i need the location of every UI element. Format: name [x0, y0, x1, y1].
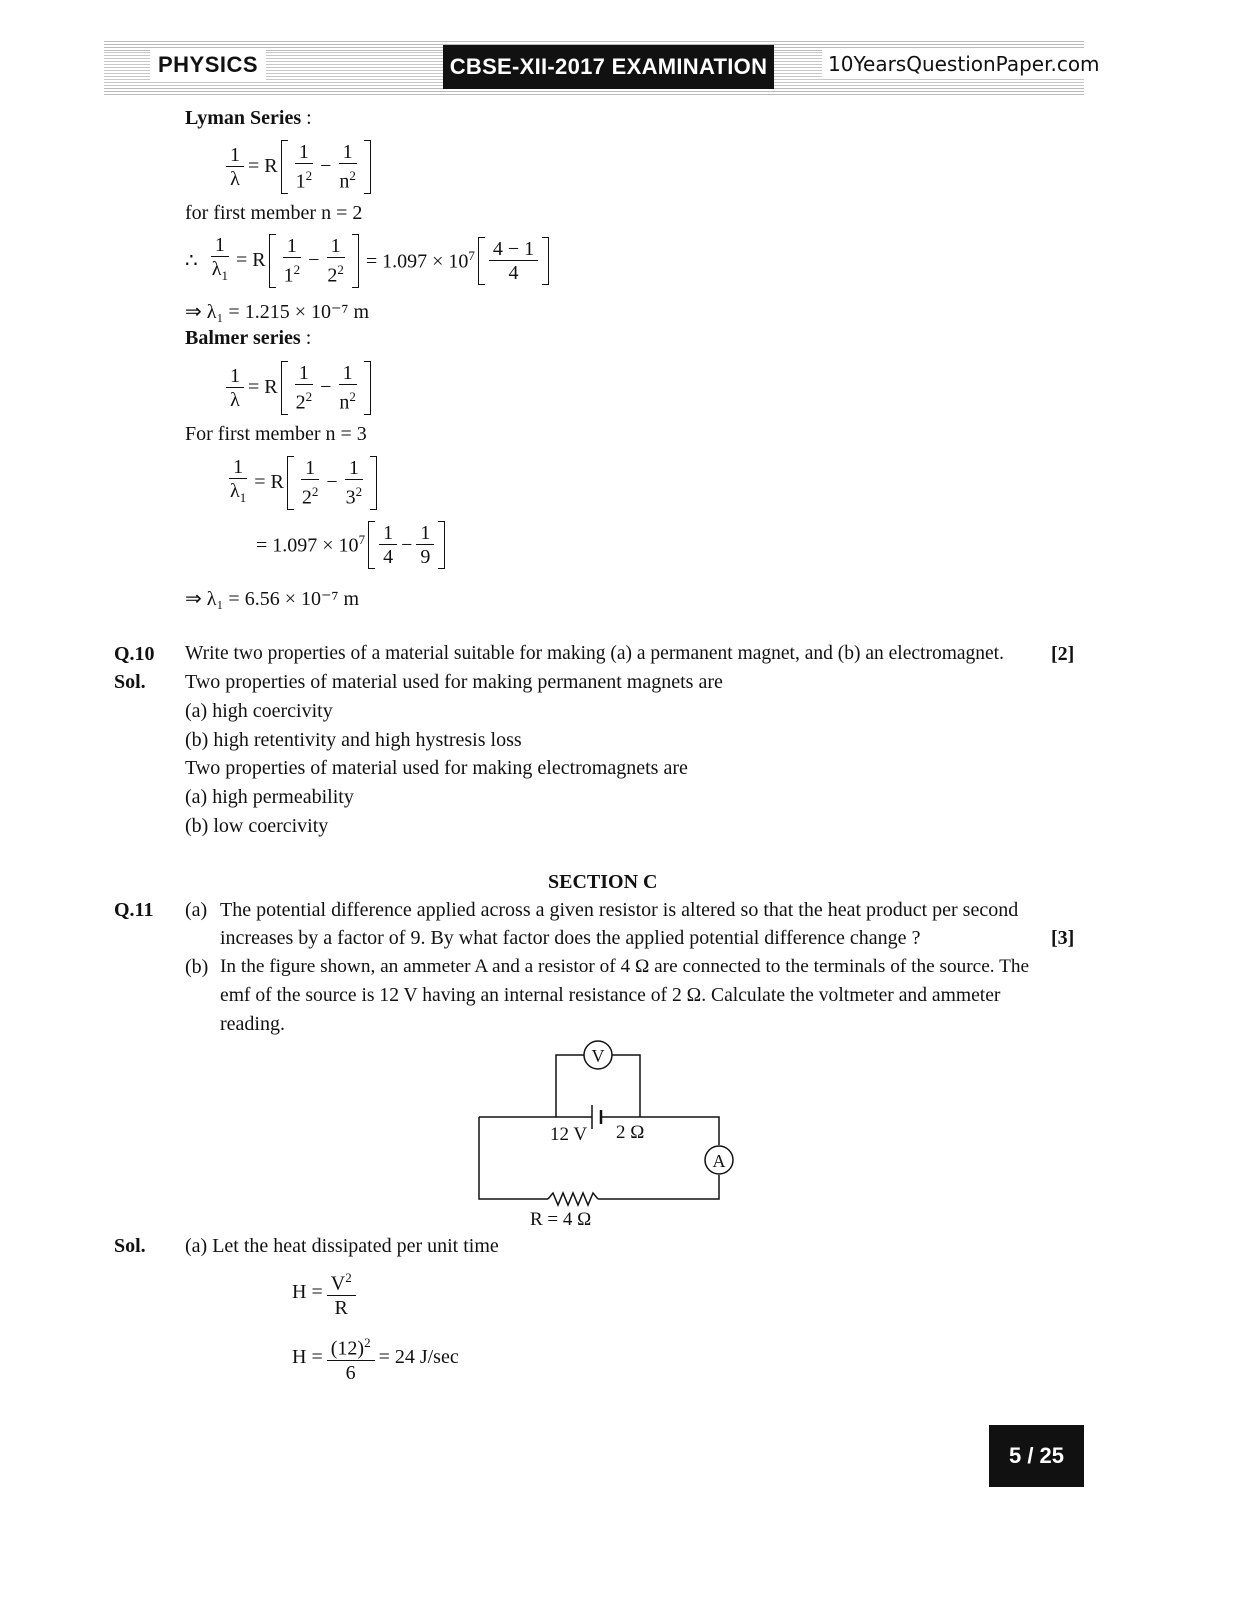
heat-value: = 24 J/sec — [378, 1346, 459, 1369]
voltmeter-wire-right — [612, 1055, 640, 1117]
balmer-heading: Balmer series : — [185, 327, 312, 349]
resistor-zigzag — [548, 1193, 598, 1205]
balmer-calculation-2: = $1.097 \times 10^7$ $\frac{1}{4}$ − $\frac{1}{9}$ — [256, 521, 448, 569]
q11-sol-intro: (a) Let the heat dissipated per unit time — [185, 1235, 499, 1257]
header-exam-title: CBSE-XII-2017 EXAMINATION — [443, 45, 774, 89]
q11-marks: [3] — [1051, 927, 1075, 949]
q11-part-b-label: (b) — [185, 956, 209, 978]
q11-part-a-label: (a) — [185, 899, 208, 921]
q11-part-a-line1: The potential difference applied across a given resistor is altered so that the heat product per second — [220, 899, 1019, 921]
q10-marks: [2] — [1051, 643, 1075, 665]
main-wire-left — [479, 1117, 548, 1199]
header-subject: PHYSICS — [150, 50, 266, 80]
balmer-formula: $\frac{1}{\lambda}$ = R $\frac{1}{2^2}$ − $\frac{1}{n^2}$ — [222, 361, 374, 415]
circuit-diagram — [470, 1035, 750, 1235]
q11-part-b-line3: reading. — [220, 1013, 285, 1035]
lyman-formula: $\frac{1}{\lambda}$ = R $\frac{1}{1^2}$ − $\frac{1}{n^2}$ — [222, 140, 374, 194]
section-heading: SECTION C — [548, 871, 658, 893]
internal-resistance-label: 2 Ω — [616, 1122, 645, 1143]
heat-formula: H = $\frac{V^2}{R}$ — [292, 1268, 360, 1318]
q10-number: Q.10 — [114, 643, 155, 665]
q10-sol-label: Sol. — [114, 671, 146, 693]
header-site: 10YearsQuestionPaper.com — [822, 50, 1106, 78]
q10-sol-line: (b) low coercivity — [185, 815, 329, 837]
emf-label: 12 V — [550, 1124, 588, 1145]
q11-sol-label: Sol. — [114, 1235, 146, 1257]
balmer-result: ⇒ λ₁ = 6.56 × 10⁻⁷ m — [185, 588, 360, 610]
q10-question: Write two properties of a material suitable for making (a) a permanent magnet, and (b) an electromagnet. — [185, 643, 1004, 664]
q10-sol-line: Two properties of material used for making electromagnets are — [185, 757, 688, 779]
balmer-first-member: For first member n = 3 — [185, 423, 367, 445]
voltmeter-label: V — [591, 1046, 605, 1066]
q11-part-b-line2: emf of the source is 12 V having an internal resistance of 2 Ω. Calculate the voltmeter and ammeter — [220, 985, 1001, 1006]
q10-sol-line: (a) high permeability — [185, 786, 354, 808]
lyman-calculation: ∴ $\frac{1}{\lambda_1}$ = R $\frac{1}{1^2}$ − $\frac{1}{2^2}$ = $1.097 \times 10^7$ $\frac{4 - 1}{4}$ — [185, 234, 552, 288]
voltmeter-wire-left — [556, 1055, 584, 1117]
lyman-result: ⇒ λ₁ = 1.215 × 10⁻⁷ m — [185, 301, 370, 323]
lyman-heading: Lyman Series : — [185, 107, 312, 129]
q11-part-a-line2: increases by a factor of 9. By what factor does the applied potential difference change ? — [220, 927, 921, 949]
q10-sol-line: Two properties of material used for making permanent magnets are — [185, 671, 723, 693]
q10-sol-line: (b) high retentivity and high hystresis loss — [185, 729, 522, 751]
balmer-calculation: $\frac{1}{\lambda_1}$ = R $\frac{1}{2^2}$ − $\frac{1}{3^2}$ — [222, 456, 380, 510]
heat-calculation: H = $\frac{(12)^2}{6}$ = 24 J/sec — [292, 1335, 459, 1384]
q11-number: Q.11 — [114, 899, 154, 921]
lyman-first-member: for first member n = 2 — [185, 202, 363, 224]
main-wire-bottom-right — [598, 1175, 719, 1199]
resistor-label: R = 4 Ω — [530, 1209, 592, 1230]
ammeter-label: A — [712, 1151, 726, 1171]
header-rule-bottom — [104, 88, 1084, 97]
q10-sol-line: (a) high coercivity — [185, 700, 333, 722]
q11-part-b-line1: In the figure shown, an ammeter A and a resistor of 4 Ω are connected to the terminals of the source. The — [220, 956, 1030, 977]
page-number: 5 / 25 — [989, 1425, 1084, 1487]
